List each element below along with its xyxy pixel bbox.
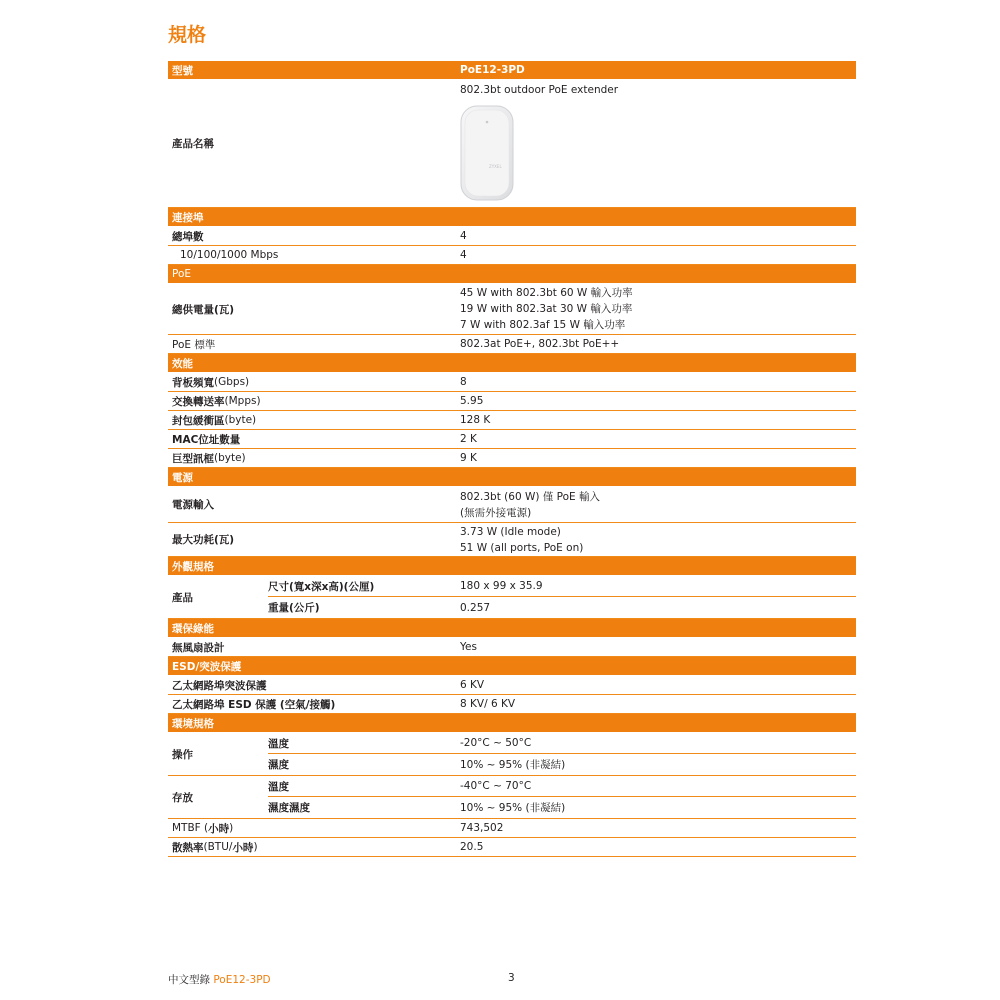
page-number: 3 — [508, 972, 515, 984]
table-row — [168, 284, 856, 335]
st-hum-value: 10% ~ 95% (非凝結) — [460, 802, 566, 814]
surge-label: 乙太網路埠突波保護 — [172, 679, 267, 692]
section-poe — [168, 265, 856, 283]
weight-value: 0.257 — [460, 601, 491, 614]
poe-std-value: 802.3at PoE+, 802.3bt PoE++ — [460, 338, 620, 350]
product-image — [459, 104, 515, 202]
fanless-label: 無風扇設計 — [172, 641, 225, 654]
table-row — [168, 449, 856, 468]
section-esd — [168, 657, 856, 675]
physical-group — [168, 576, 856, 619]
perf-unit: (Mpps) — [224, 395, 261, 407]
fanless-value: Yes — [460, 641, 477, 653]
section-environment — [168, 714, 856, 732]
model-header-row — [168, 61, 856, 79]
physical-group-label: 產品 — [172, 591, 193, 604]
power-max-line: 3.73 W (Idle mode) — [460, 525, 561, 538]
model-value: PoE12-3PD — [460, 64, 525, 76]
section-ports — [168, 208, 856, 226]
table-row — [168, 676, 856, 695]
heat-label: 散熱率 — [172, 841, 204, 854]
model-label: 型號 — [172, 64, 193, 77]
section-green-label: 環保綠能 — [172, 622, 214, 635]
mtbf-value: 743,502 — [460, 822, 504, 834]
table-row — [168, 695, 856, 714]
weight-label: 重量(公斤) — [268, 602, 320, 614]
table-row — [168, 487, 856, 523]
heat-value: 20.5 — [460, 841, 484, 853]
poe-budget-line: 19 W with 802.3at 30 W 輸入功率 — [460, 303, 633, 315]
op-hum-label: 濕度 — [268, 759, 289, 771]
section-performance — [168, 354, 856, 372]
ports-speed-label: 10/100/1000 Mbps — [180, 249, 279, 261]
section-power-label: 電源 — [172, 471, 193, 484]
table-row — [168, 335, 856, 354]
ports-total-value: 4 — [460, 230, 467, 242]
perf-unit: (Gbps) — [214, 376, 250, 388]
st-hum-label: 濕度濕度 — [268, 802, 310, 814]
poe-budget-value — [456, 284, 856, 334]
dim-label: 尺寸(寬x深x高)(公厘) — [268, 580, 375, 593]
poe-std-label: PoE 標準 — [172, 338, 216, 351]
section-physical-label: 外觀規格 — [172, 560, 214, 573]
perf-label: 巨型訊框 — [172, 452, 214, 465]
table-row — [168, 638, 856, 657]
section-green — [168, 619, 856, 637]
poe-budget-line: 7 W with 802.3af 15 W 輸入功率 — [460, 319, 626, 331]
section-ports-label: 連接埠 — [172, 211, 204, 224]
mtbf-label-suffix: ) — [229, 822, 234, 834]
power-input-label: 電源輸入 — [172, 499, 214, 511]
product-name-value: 802.3bt outdoor PoE extender — [460, 84, 619, 96]
operating-label: 操作 — [172, 748, 193, 761]
table-row — [268, 776, 856, 797]
perf-value: 8 — [460, 376, 467, 388]
op-temp-label: 溫度 — [268, 737, 289, 750]
footer-catalog — [168, 972, 271, 987]
poe-budget-line: 45 W with 802.3bt 60 W 輸入功率 — [460, 287, 633, 299]
section-physical — [168, 557, 856, 575]
perf-label: 交換轉送率 — [172, 395, 225, 408]
esd-value: 8 KV/ 6 KV — [460, 698, 516, 710]
st-temp-value: -40°C ~ 70°C — [460, 780, 532, 792]
table-row — [268, 754, 856, 775]
section-environment-label: 環境規格 — [172, 717, 214, 730]
poe-budget-label: 總供電量(瓦) — [172, 303, 235, 316]
table-row — [168, 411, 856, 430]
storage-label: 存放 — [172, 791, 193, 804]
perf-unit: (byte) — [214, 452, 246, 464]
section-power — [168, 468, 856, 486]
page-title: 規格 — [168, 24, 207, 46]
power-max-label: 最大功耗(瓦) — [172, 534, 235, 546]
perf-value: 128 K — [460, 414, 491, 426]
operating-group — [168, 733, 856, 776]
table-row — [168, 392, 856, 411]
mtbf-label-unit: 小時 — [208, 822, 230, 835]
surge-value: 6 KV — [460, 679, 485, 691]
heat-label-hour: 小時 — [232, 841, 254, 854]
table-row — [268, 576, 856, 597]
section-performance-label: 效能 — [172, 357, 193, 370]
perf-value: 9 K — [460, 452, 477, 464]
table-row — [168, 227, 856, 246]
esd-label: 乙太網路埠 ESD 保護 (空氣/接觸) — [172, 698, 336, 711]
footer-catalog-label: 中文型錄 — [168, 974, 210, 986]
ports-total-label: 總埠數 — [172, 230, 204, 243]
table-row — [168, 819, 856, 838]
perf-value: 5.95 — [460, 395, 484, 407]
section-poe-label: PoE — [172, 268, 192, 280]
power-input-line: 802.3bt (60 W) 僅 PoE 輸入 — [460, 490, 600, 503]
table-row — [168, 373, 856, 392]
table-row — [168, 246, 856, 265]
perf-label: 封包緩衝區 — [172, 414, 225, 427]
power-max-line: 51 W (all ports, PoE on) — [460, 541, 584, 554]
dim-value: 180 x 99 x 35.9 — [460, 580, 543, 592]
st-temp-label: 溫度 — [268, 780, 289, 793]
mtbf-label-prefix: MTBF ( — [172, 822, 209, 834]
perf-unit: (byte) — [224, 414, 257, 426]
op-temp-value: -20°C ~ 50°C — [460, 737, 532, 749]
table-row — [268, 797, 856, 818]
op-hum-value: 10% ~ 95% (非凝結) — [460, 759, 566, 771]
perf-label: 背板頻寬 — [172, 376, 214, 389]
table-row — [168, 430, 856, 449]
perf-value: 2 K — [460, 433, 477, 445]
section-esd-label: ESD/突波保護 — [172, 660, 242, 673]
power-input-line: (無需外接電源) — [460, 506, 532, 519]
table-row — [168, 523, 856, 557]
table-row — [268, 597, 856, 618]
perf-label: MAC位址數量 — [172, 433, 241, 446]
heat-label-unit: (BTU/ — [203, 841, 233, 853]
product-logo-text: ZYXEL — [489, 164, 502, 169]
table-row — [268, 733, 856, 754]
heat-label-suffix: ) — [253, 841, 258, 853]
product-name-label: 產品名稱 — [172, 138, 214, 150]
footer-model: PoE12-3PD — [213, 974, 271, 986]
ports-speed-value: 4 — [460, 249, 467, 261]
storage-group — [168, 776, 856, 819]
table-row — [168, 838, 856, 857]
